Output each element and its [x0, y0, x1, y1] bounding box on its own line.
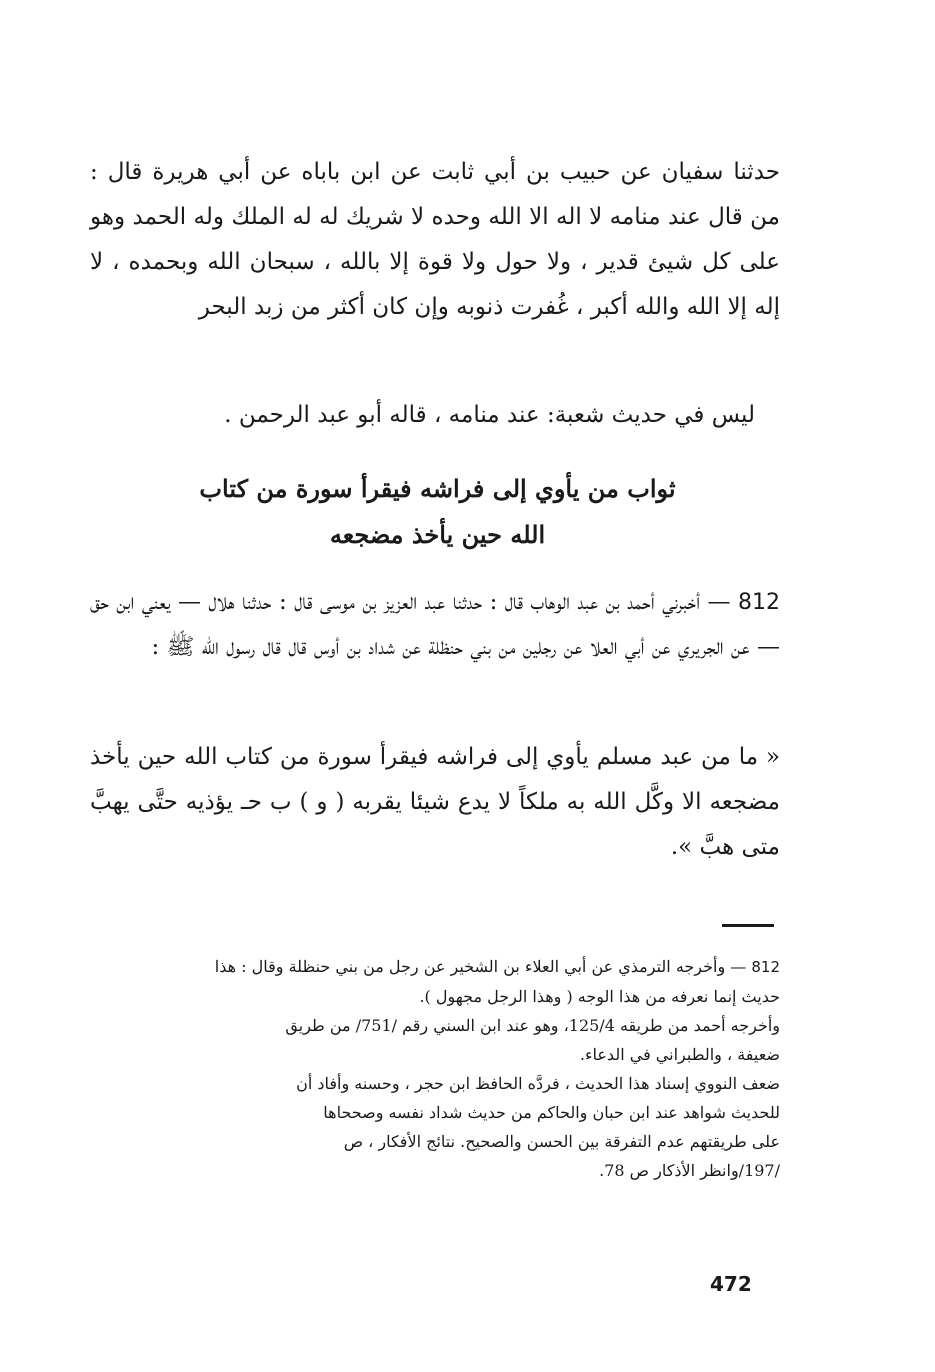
- footnote-line: ضعف النووي إسناد هذا الحديث ، فردَّه الحافظ ابن حجر ، وحسنه وأفاد أن: [296, 1074, 780, 1093]
- footnote-divider: [722, 924, 774, 927]
- footnotes: [90, 952, 780, 1185]
- hadith-paragraph-1: حدثنا سفيان عن حبيب بن أبي ثابت عن ابن باباه عن أبي هريرة قال : من قال عند منامه لا اله الا الله وحده لا شريك له له الملك وله الحمد وهو على كل شيئ قدير ، ولا حول ولا قوة إلا بالله ، سبحان الله وبحمده ، لا إله إلا الله والله أكبر ، غُفرت ذنوبه وإن كان أكثر من زبد البحر: [90, 159, 780, 320]
- footnote-line: حديث إنما نعرفه من هذا الوجه ( وهذا الرجل مجهول ).: [419, 987, 780, 1006]
- chapter-heading: [150, 466, 725, 558]
- hadith-812-matn: « ما من عبد مسلم يأوي إلى فراشه فيقرأ سورة من كتاب الله حين يأخذ مضجعه الا وكَّل الله به ملكاً لا يدع شيئا يقربه ( و ) ب حـ يؤذيه حتَّى يهبَّ متى هبَّ ».: [90, 744, 780, 860]
- footnote-text: — وأخرجه الترمذي عن أبي العلاء بن الشخير عن رجل من بني حنظلة وقال : هذا: [214, 957, 747, 976]
- footnote-line: على طريقتهم عدم التفرقة بين الحسن والصحيح. نتائج الأفكار ، ص: [343, 1132, 780, 1151]
- footnote-line: [90, 952, 780, 982]
- footnote-number: 812: [751, 958, 780, 976]
- hadith-812-isnad: [90, 580, 780, 670]
- footnote-line: /197/وانظر الأذكار ص 78.: [599, 1161, 780, 1180]
- footnote-line: وأخرجه أحمد من طريقه 125/4، وهو عند ابن السني رقم /751/ من طريق: [285, 1016, 780, 1035]
- page-number: 472: [710, 1272, 752, 1296]
- footnote-line: للحديث شواهد عند ابن حبان والحاكم من حديث شداد نفسه وصححاها: [323, 1103, 780, 1122]
- footnote-line: ضعيفة ، والطبراني في الدعاء.: [579, 1045, 780, 1064]
- chapter-heading-line-2: الله حين يأخذ مضجعه: [329, 520, 546, 549]
- isnad-text: — أخبرني أحمد بن عبد الوهاب قال : حدثنا عبد العزيز بن موسى قال : حدثنا هلال — يعني ابن حق — عن الجريري عن أبي العلا عن رجلين من بني حنظلة عن شداد بن أوس قال قال رسول الله ﷺ :: [90, 589, 780, 660]
- chapter-heading-line-1: ثواب من يأوي إلى فراشه فيقرأ سورة من كتاب: [199, 474, 676, 503]
- hadith-number: 812: [738, 590, 780, 615]
- editor-note: ليس في حديث شعبة: عند منامه ، قاله أبو عبد الرحمن .: [224, 402, 755, 428]
